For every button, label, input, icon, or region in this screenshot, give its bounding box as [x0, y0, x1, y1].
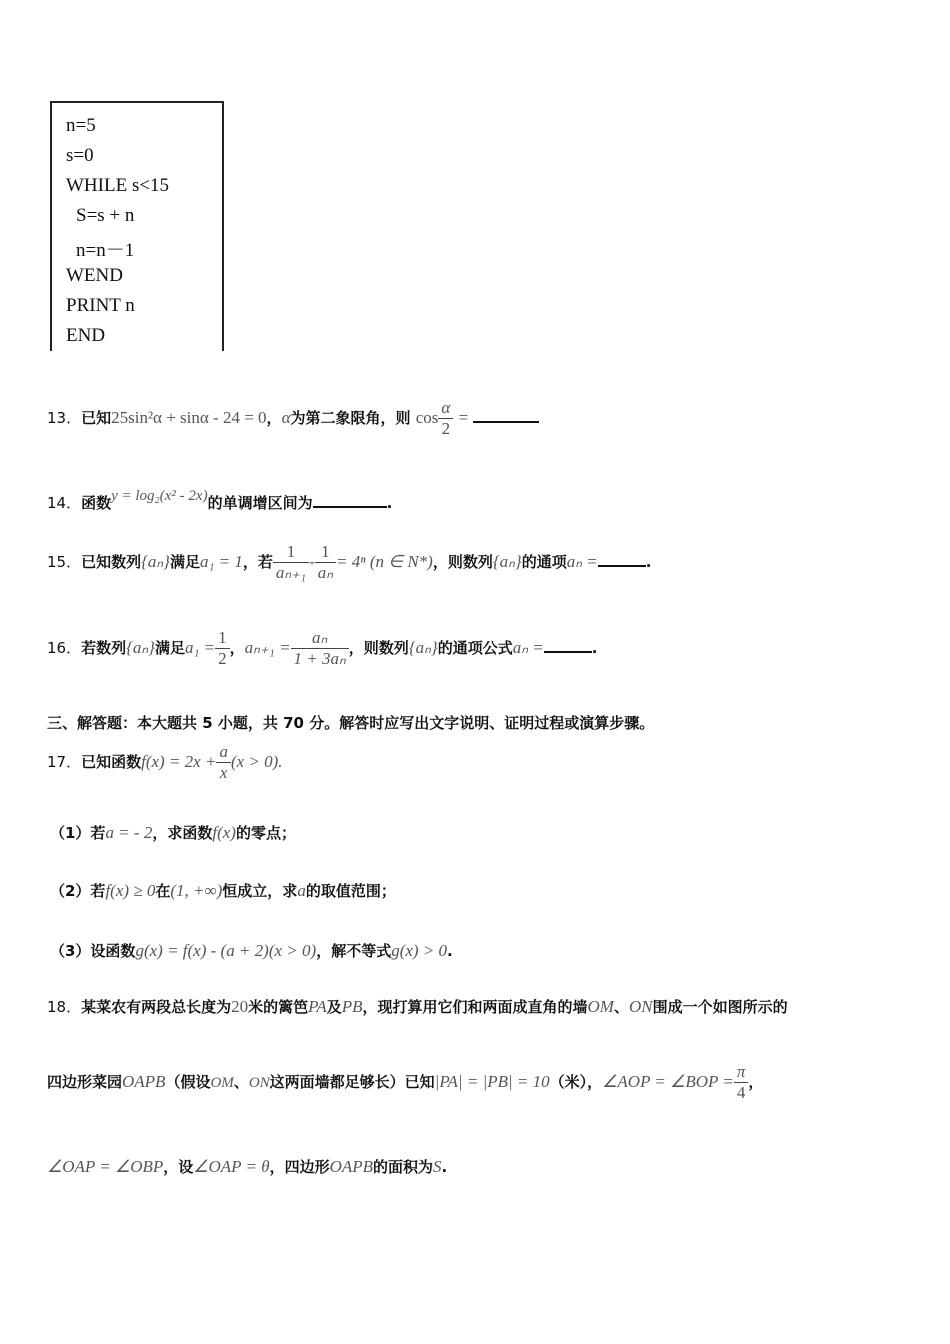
text: . — [441, 1158, 448, 1176]
math-variable: a — [297, 881, 306, 900]
fraction-numerator: 1 — [286, 542, 296, 561]
math-expression: f(x) ≥ 0 — [105, 881, 156, 900]
text: . — [447, 942, 453, 960]
question-17 — [47, 742, 283, 783]
math-segment: OM — [210, 1075, 234, 1091]
text: ，四边形 — [269, 1158, 330, 1176]
text: ，设 — [163, 1158, 194, 1176]
text: 及 — [326, 998, 342, 1016]
code-line: PRINT n — [66, 295, 135, 316]
math-segment: PB — [341, 997, 363, 1016]
text: 满足 — [169, 553, 200, 571]
math-sequence: {aₙ} — [126, 638, 155, 657]
math-recurrence-lhs: aₙ₊₁ = — [244, 638, 291, 657]
question-17-part-2 — [50, 880, 396, 901]
math-equation: = 4ⁿ (n ∈ N*) — [336, 552, 433, 571]
question-number: 18． — [47, 998, 82, 1016]
text: . — [591, 639, 598, 657]
text: ，若 — [242, 553, 273, 571]
text: 已知 — [81, 409, 112, 427]
math-initial: a₁ = 1 — [200, 552, 243, 571]
math-expression: a = - 2 — [105, 823, 153, 842]
math-function: f(x) = 2x + — [141, 752, 217, 771]
text: 的通项 — [521, 553, 567, 571]
fraction-denominator: 4 — [734, 1082, 749, 1103]
fraction-denominator: aₙ — [315, 562, 336, 583]
math-quadrilateral: OAPB — [329, 1157, 374, 1176]
question-number: 13． — [47, 409, 82, 427]
text: 的面积为 — [373, 1158, 434, 1176]
fraction-numerator: a — [219, 742, 228, 761]
question-17-part-3 — [50, 940, 453, 961]
text: 的零点； — [235, 824, 296, 842]
math-alpha: α — [281, 408, 291, 427]
answer-blank — [313, 506, 387, 508]
math-initial: a₁ = — [185, 638, 216, 657]
math-fraction — [734, 1062, 749, 1103]
program-code-box — [50, 101, 224, 351]
text: ， — [229, 639, 245, 657]
math-fraction — [216, 742, 231, 783]
fraction-denominator: 2 — [215, 648, 230, 669]
math-fraction — [215, 628, 230, 669]
question-number: 16． — [47, 639, 82, 657]
text: 围成一个如图所示的 — [652, 998, 788, 1016]
text: 、 — [613, 998, 629, 1016]
math-variable: S — [433, 1157, 442, 1176]
code-line: WHILE s<15 — [66, 175, 170, 196]
math-angle-equation: ∠OAP = θ — [193, 1157, 270, 1176]
math-fraction — [273, 542, 309, 583]
text: （米）， — [549, 1073, 603, 1091]
text: 函数 — [81, 494, 112, 512]
text: 满足 — [154, 639, 185, 657]
math-sequence: {aₙ} — [408, 638, 438, 657]
question-15 — [47, 542, 651, 583]
question-number: 15． — [47, 553, 82, 571]
math-cos: cos — [415, 408, 439, 427]
math-minus: - — [309, 552, 315, 571]
text: 为第二象限角，则 — [290, 409, 411, 427]
math-segment: ON — [248, 1075, 270, 1091]
math-fraction — [438, 398, 453, 439]
question-18-line-2 — [47, 1062, 763, 1103]
text: 恒成立，求 — [222, 882, 298, 900]
question-16 — [47, 628, 597, 669]
text: 米的篱笆 — [248, 998, 309, 1016]
question-number: 14． — [47, 494, 82, 512]
question-number: 17． — [47, 753, 82, 771]
text: 的取值范围； — [305, 882, 396, 900]
math-answer-lhs: aₙ = — [566, 552, 598, 571]
text: . — [645, 553, 652, 571]
fraction-numerator: aₙ — [312, 628, 328, 647]
question-14 — [47, 488, 392, 513]
fraction-numerator: 1 — [321, 542, 330, 561]
text: . — [386, 494, 393, 512]
text: 这两面墙都足够长）已知 — [269, 1073, 435, 1091]
text: ，求函数 — [152, 824, 213, 842]
text: 在 — [155, 882, 171, 900]
text: ，则数列 — [348, 639, 409, 657]
math-angle-equation: ∠OAP = ∠OBP — [47, 1157, 164, 1176]
math-equals: = — [458, 408, 469, 427]
math-fraction — [315, 542, 336, 583]
code-line: s=0 — [66, 145, 94, 166]
text: 、 — [233, 1073, 249, 1091]
math-condition: (x > 0). — [230, 752, 283, 771]
math-quadrilateral: OAPB — [122, 1072, 166, 1091]
fraction-numerator: π — [736, 1062, 746, 1081]
fraction-numerator: 1 — [218, 628, 227, 647]
text: ， — [266, 409, 282, 427]
text: 四边形菜园 — [47, 1073, 123, 1091]
fraction-denominator: aₙ₊₁ — [273, 562, 309, 583]
text: 若数列 — [81, 639, 127, 657]
math-interval: (1, +∞) — [170, 881, 223, 900]
math-answer-lhs: aₙ = — [512, 638, 544, 657]
question-17-part-1 — [50, 822, 296, 843]
text: ，则数列 — [432, 553, 493, 571]
text: （假设 — [165, 1073, 211, 1091]
math-fraction — [291, 628, 349, 669]
text: ， — [748, 1073, 764, 1091]
math-inequality: g(x) > 0 — [391, 941, 448, 960]
code-line: n=5 — [66, 115, 96, 136]
math-sequence: {aₙ} — [492, 552, 522, 571]
text: 的单调增区间为 — [207, 494, 313, 512]
question-18-line-3 — [47, 1156, 447, 1177]
fraction-numerator: α — [441, 398, 451, 417]
fraction-denominator: 1 + 3aₙ — [291, 648, 349, 669]
question-18-line-1 — [47, 996, 788, 1017]
math-number: 20 — [231, 997, 249, 1016]
math-equation: |PA| = |PB| = 10 — [434, 1072, 550, 1091]
part-label: （2）若 — [50, 882, 106, 900]
part-label: （1）若 — [50, 824, 106, 842]
fraction-denominator: x — [216, 762, 231, 783]
question-13 — [47, 398, 539, 439]
answer-blank — [598, 565, 646, 567]
fraction-denominator: 2 — [438, 418, 453, 439]
text: ，现打算用它们和两面成直角的墙 — [362, 998, 588, 1016]
text: 已知数列 — [81, 553, 142, 571]
code-line: S=s + n — [76, 205, 135, 226]
text: 已知函数 — [81, 753, 142, 771]
text: 某菜农有两段总长度为 — [81, 998, 232, 1016]
math-segment: PA — [308, 997, 327, 1016]
math-angle-equation: ∠AOP = ∠BOP = — [602, 1072, 734, 1091]
code-line: n=n－1 — [76, 240, 135, 261]
code-line: END — [66, 325, 106, 346]
code-line: WEND — [66, 265, 123, 286]
text: 的通项公式 — [437, 639, 513, 657]
part-label: （3）设函数 — [50, 942, 136, 960]
math-segment: OM — [587, 997, 614, 1016]
math-function: g(x) = f(x) - (a + 2)(x > 0) — [135, 941, 317, 960]
section-heading: 三、解答题：本大题共 5 小题，共 70 分。解答时应写出文字说明、证明过程或演算步骤。 — [47, 714, 655, 732]
math-expression: y = log₂(x² - 2x) — [111, 488, 208, 504]
math-equation: 25sin²α + sinα - 24 = 0 — [111, 408, 267, 427]
text: ，解不等式 — [316, 942, 392, 960]
answer-blank — [473, 421, 539, 423]
math-expression: f(x) — [212, 823, 236, 842]
math-segment: ON — [628, 997, 653, 1016]
math-sequence: {aₙ} — [141, 552, 170, 571]
answer-blank — [544, 651, 592, 653]
